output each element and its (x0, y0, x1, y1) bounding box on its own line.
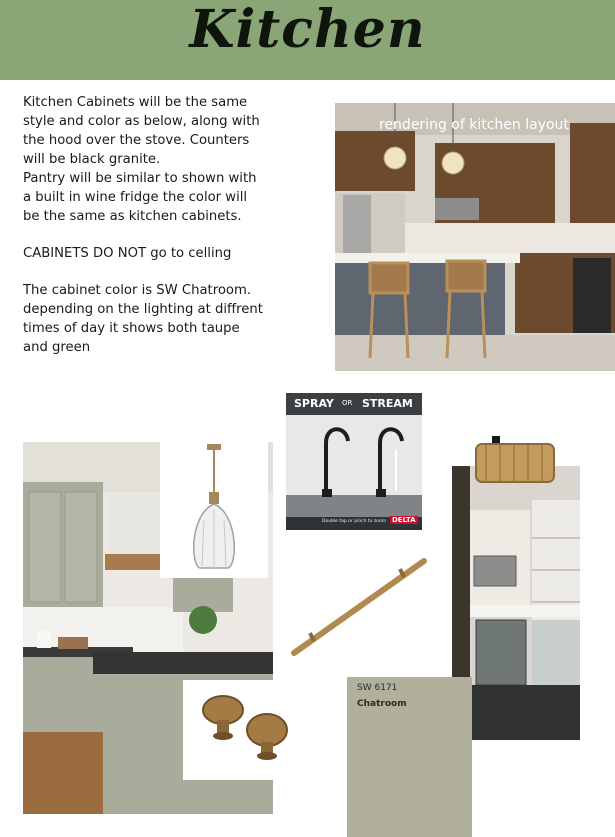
swatch-code: SW 6171 (357, 683, 398, 693)
rendering-caption: rendering of kitchen layout (379, 117, 569, 133)
note-pantry: Pantry will be similar to shown with a built in wine fridge the color will be the same as kitchen cabinets. (23, 171, 257, 224)
note-color: The cabinet color is SW Chatroom. depending on the lighting at diffrent times of day it shows both taupe and green (23, 283, 263, 355)
delta-logo: DELTA (392, 516, 416, 524)
note-cabinets: Kitchen Cabinets will be the same style and color as below, along with the hood over the stove. Counters will be black granite. (23, 95, 260, 167)
kitchen-rendering-image (335, 103, 615, 371)
faucet-illustration (286, 393, 422, 530)
paint-swatch (347, 677, 472, 837)
swatch-name: Chatroom (357, 699, 407, 709)
note-ceiling: CABINETS DO NOT go to celling (23, 246, 232, 261)
pendant-light-image (160, 440, 268, 578)
cabinet-pull-image (284, 553, 432, 665)
page-title: Kitchen (189, 0, 426, 60)
notes-text (23, 93, 263, 357)
pendant-light-icon (160, 440, 268, 578)
faucet-ad-headline-or: OR (342, 399, 353, 407)
kitchen-rendering-illustration (335, 103, 615, 371)
faucet-ad-headline-spray: SPRAY (294, 397, 334, 410)
faucet-ad (286, 393, 422, 530)
cabinet-pull-icon (284, 553, 432, 665)
cabinet-knob-icon (183, 680, 301, 780)
cabinet-knobs-image (183, 680, 301, 780)
faucet-ad-fine-print: Double tap or pinch to zoom (322, 519, 387, 524)
faucet-ad-headline-stream: STREAM (362, 397, 413, 410)
